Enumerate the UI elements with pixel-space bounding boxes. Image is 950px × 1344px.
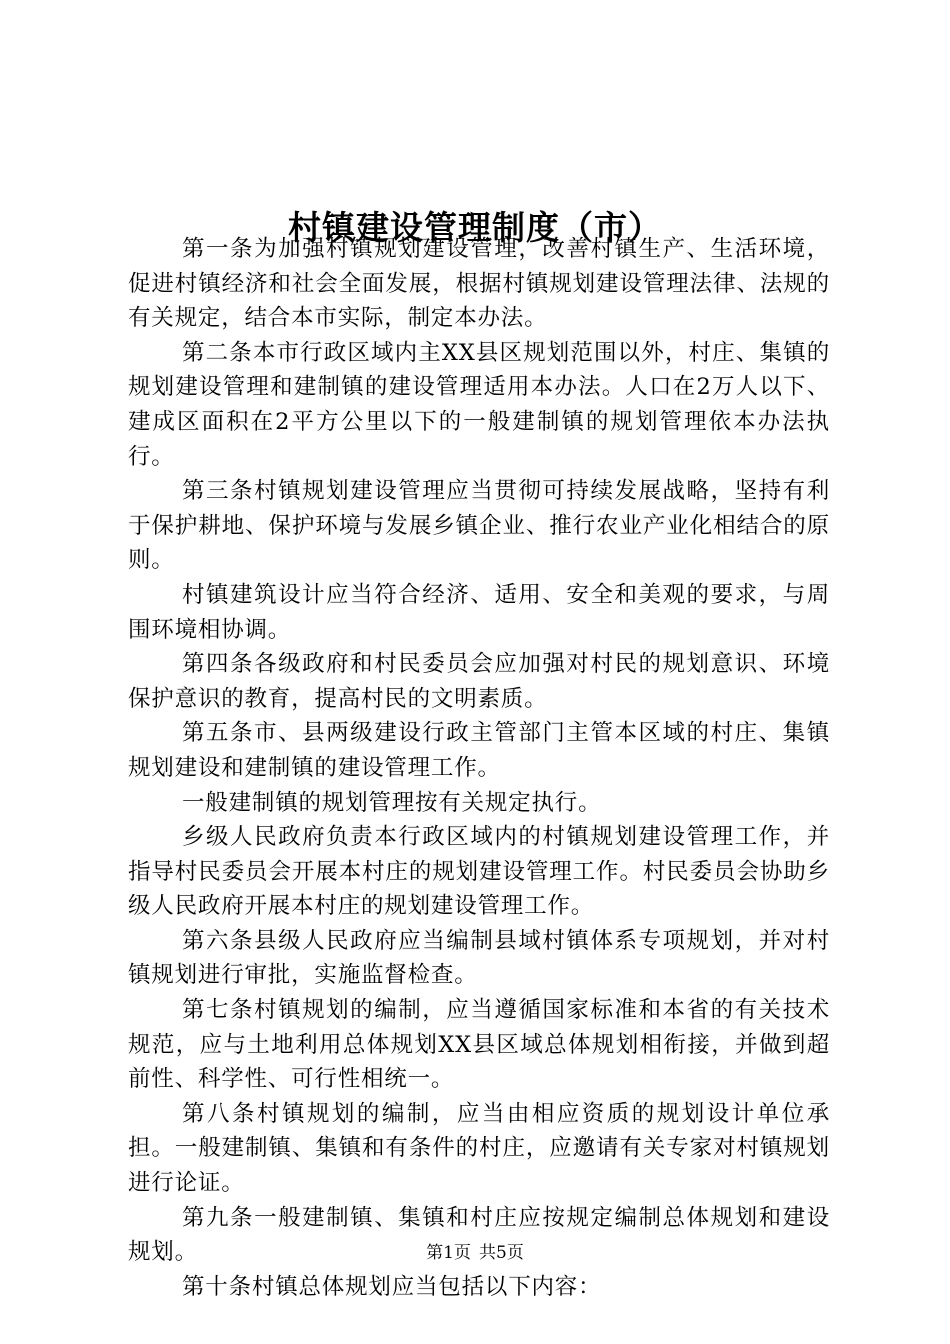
document-title: 村镇建设管理制度（市） bbox=[288, 208, 662, 248]
paragraph-article-8: 第八条村镇规划的编制，应当由相应资质的规划设计单位承担。一般建制镇、集镇和有条件的村庄，应邀请有关专家对村镇规划进行论证。 bbox=[128, 1100, 830, 1197]
paragraph-article-2: 第二条本市行政区域内主XX县区规划范围以外，村庄、集镇的规划建设管理和建制镇的建设管理适用本办法。人口在2万人以下、建成区面积在2平方公里以下的一般建制镇的规划管理依本办法执行。 bbox=[128, 339, 830, 470]
paragraph-article-1: 第一条为加强村镇规划建设管理，改善村镇生产、生活环境，促进村镇经济和社会全面发展，根据村镇规划建设管理法律、法规的有关规定，结合本市实际，制定本办法。 bbox=[128, 236, 830, 332]
paragraph-article-3-design: 村镇建筑设计应当符合经济、适用、安全和美观的要求，与周围环境相协调。 bbox=[128, 581, 830, 643]
page-footer bbox=[0, 1241, 950, 1265]
page-count: 共5页 bbox=[479, 1243, 524, 1263]
paragraph-article-5: 第五条市、县两级建设行政主管部门主管本区域的村庄、集镇规划建设和建制镇的建设管理工作。 bbox=[128, 720, 830, 781]
paragraph-article-4: 第四条各级政府和村民委员会应加强对村民的规划意识、环境保护意识的教育，提高村民的文明素质。 bbox=[128, 651, 830, 712]
paragraph-article-5-general: 一般建制镇的规划管理按有关规定执行。 bbox=[182, 789, 602, 816]
paragraph-article-9: 第九条一般建制镇、集镇和村庄应按规定编制总体规划和建设规划。 bbox=[128, 1204, 830, 1266]
paragraph-article-5-township: 乡级人民政府负责本行政区域内的村镇规划建设管理工作，并指导村民委员会开展本村庄的规划建设管理工作。村民委员会协助乡级人民政府开展本村庄的规划建设管理工作。 bbox=[128, 824, 830, 920]
paragraph-article-10: 第十条村镇总体规划应当包括以下内容： bbox=[182, 1273, 602, 1300]
paragraph-article-3: 第三条村镇规划建设管理应当贯彻可持续发展战略，坚持有利于保护耕地、保护环境与发展乡镇企业、推行农业产业化相结合的原则。 bbox=[128, 478, 830, 574]
paragraph-article-7: 第七条村镇规划的编制，应当遵循国家标准和本省的有关技术规范，应与土地利用总体规划XX县区域总体规划相衔接，并做到超前性、科学性、可行性相统一。 bbox=[128, 997, 830, 1093]
paragraph-article-6: 第六条县级人民政府应当编制县域村镇体系专项规划，并对村镇规划进行审批，实施监督检查。 bbox=[128, 927, 830, 989]
document-body bbox=[128, 232, 830, 1304]
page-number: 第1页 bbox=[426, 1243, 471, 1263]
